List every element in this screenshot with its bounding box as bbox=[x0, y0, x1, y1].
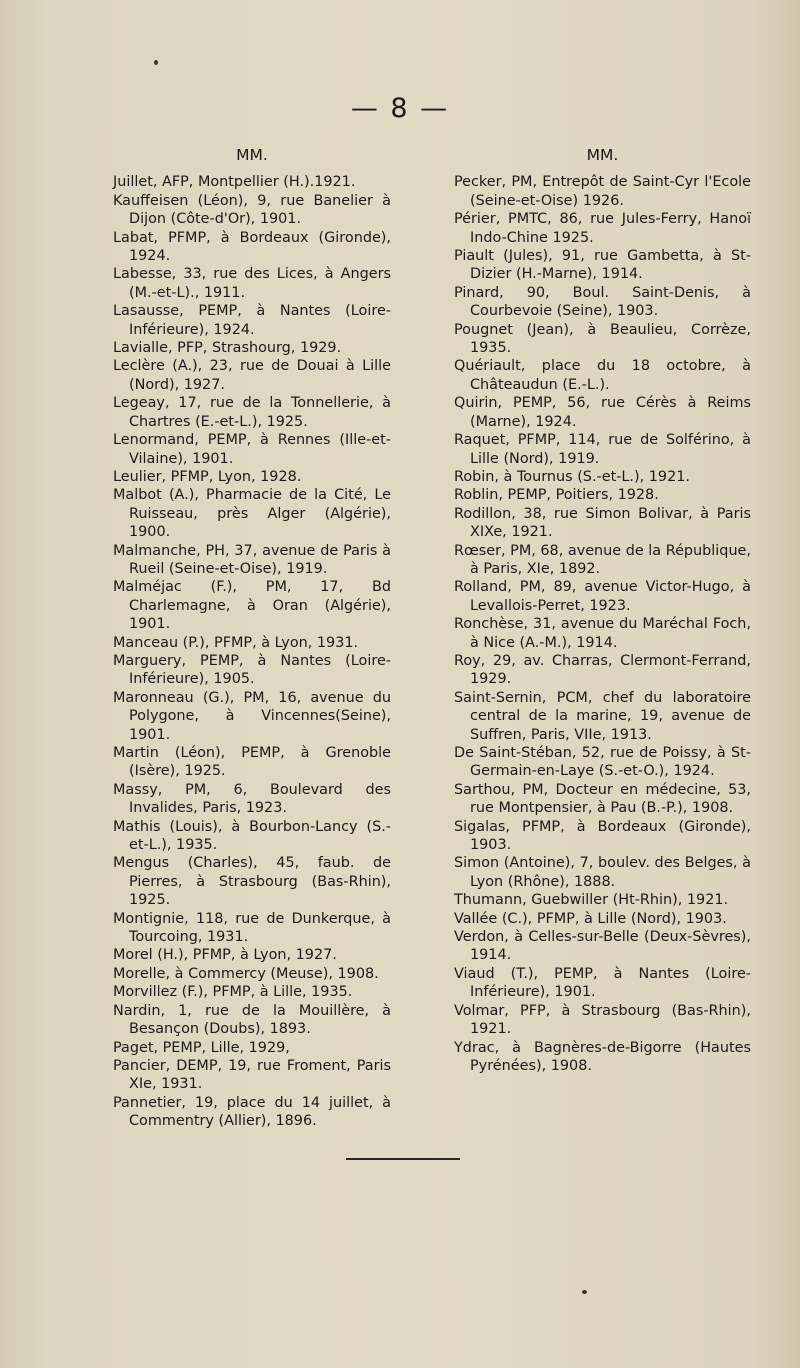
member-entry: Juillet, AFP, Montpellier (H.).1921. bbox=[113, 174, 356, 191]
member-entry: Malbot (A.), Pharmacie de la Cité, Le Ruisseau, près Alger (Algérie), 1900. bbox=[113, 487, 391, 541]
member-entry: Sigalas, PFMP, à Bordeaux (Gironde), 1903. bbox=[454, 818, 751, 854]
member-entry: Massy, PM, 6, Boulevard des Invalides, Paris, 1923. bbox=[113, 781, 391, 817]
member-entry: Thumann, Guebwiller (Ht-Rhin), 1921. bbox=[454, 892, 729, 909]
end-rule bbox=[346, 1158, 460, 1160]
member-entry: Simon (Antoine), 7, boulev. des Belges, à Lyon (Rhône), 1888. bbox=[454, 855, 751, 890]
member-entry: Piault (Jules), 91, rue Gambetta, à St-Dizier (H.-Marne), 1914. bbox=[454, 248, 751, 283]
member-entry: Paget, PEMP, Lille, 1929, bbox=[113, 1039, 290, 1056]
member-entry: Mengus (Charles), 45, faub. de Pierres, à Strasbourg (Bas-Rhin), 1925. bbox=[113, 855, 391, 909]
member-entry: Lenormand, PEMP, à Rennes (Ille-et-Vilaine), 1901. bbox=[113, 432, 391, 467]
member-entry: Pancier, DEMP, 19, rue Froment, Paris XIe, 1931. bbox=[113, 1057, 391, 1093]
member-entry: Viaud (T.), PEMP, à Nantes (Loire-Inférieure), 1901. bbox=[454, 965, 751, 1001]
right-entries-list bbox=[454, 173, 751, 1075]
member-entry: Labesse, 33, rue des Lices, à Angers (M.-et-L)., 1911. bbox=[113, 266, 391, 301]
member-entry: Robin, à Tournus (S.-et-L.), 1921. bbox=[454, 468, 690, 485]
ink-speck bbox=[582, 1290, 587, 1294]
ink-speck bbox=[154, 60, 158, 65]
member-entry: Marguery, PEMP, à Nantes (Loire-Inférieure), 1905. bbox=[113, 652, 391, 688]
member-entry: Rodillon, 38, rue Simon Bolivar, à Paris XIXe, 1921. bbox=[454, 505, 751, 541]
member-entry: Saint-Sernin, PCM, chef du laboratoire central de la marine, 19, avenue de Suffren, Paris, VIIe, 1913. bbox=[454, 689, 751, 743]
member-entry: Raquet, PFMP, 114, rue de Solférino, à Lille (Nord), 1919. bbox=[454, 432, 751, 467]
left-entries-list bbox=[113, 173, 391, 1130]
member-entry: Rolland, PM, 89, avenue Victor-Hugo, à Levallois-Perret, 1923. bbox=[454, 579, 751, 614]
member-entry: Pinard, 90, Boul. Saint-Denis, à Courbevoie (Seine), 1903. bbox=[454, 284, 751, 320]
member-entry: Martin (Léon), PEMP, à Grenoble (Isère), 1925. bbox=[113, 745, 391, 780]
left-column-heading: MM. bbox=[236, 146, 268, 164]
right-column bbox=[454, 146, 751, 1075]
page-number: — 8 — bbox=[350, 93, 450, 124]
member-entry: Roy, 29, av. Charras, Clermont-Ferrand, 1929. bbox=[454, 652, 751, 688]
member-entry: Pannetier, 19, place du 14 juillet, à Commentry (Allier), 1896. bbox=[113, 1094, 391, 1130]
member-entry: Périer, PMTC, 86, rue Jules-Ferry, Hanoï Indo-Chine 1925. bbox=[454, 211, 751, 246]
member-entry: Malmanche, PH, 37, avenue de Paris à Rueil (Seine-et-Oise), 1919. bbox=[113, 542, 391, 577]
member-entry: Pougnet (Jean), à Beaulieu, Corrèze, 1935. bbox=[454, 321, 751, 357]
member-entry: Kauffeisen (Léon), 9, rue Banelier à Dijon (Côte-d'Or), 1901. bbox=[113, 192, 391, 228]
member-entry: Rœser, PM, 68, avenue de la République, à Paris, XIe, 1892. bbox=[454, 542, 751, 577]
member-entry: Morvillez (F.), PFMP, à Lille, 1935. bbox=[113, 984, 353, 1001]
member-entry: Labat, PFMP, à Bordeaux (Gironde), 1924. bbox=[113, 229, 391, 265]
member-entry: Lasausse, PEMP, à Nantes (Loire-Inférieure), 1924. bbox=[113, 303, 391, 338]
member-entry: Sarthou, PM, Docteur en médecine, 53, rue Montpensier, à Pau (B.-P.), 1908. bbox=[454, 781, 751, 817]
member-entry: Leclère (A.), 23, rue de Douai à Lille (Nord), 1927. bbox=[113, 358, 391, 393]
member-entry: Morel (H.), PFMP, à Lyon, 1927. bbox=[113, 947, 337, 964]
member-entry: Quériault, place du 18 octobre, à Châteaudun (E.-L.). bbox=[454, 358, 751, 393]
member-entry: Nardin, 1, rue de la Mouillère, à Besançon (Doubs), 1893. bbox=[113, 1002, 391, 1038]
member-entry: Malméjac (F.), PM, 17, Bd Charlemagne, à Oran (Algérie), 1901. bbox=[113, 579, 391, 633]
member-entry: Ronchèse, 31, avenue du Maréchal Foch, à Nice (A.-M.), 1914. bbox=[454, 616, 751, 651]
member-entry: Maronneau (G.), PM, 16, avenue du Polygone, à Vincennes(Seine), 1901. bbox=[113, 689, 391, 743]
member-entry: Quirin, PEMP, 56, rue Cérès à Reims (Marne), 1924. bbox=[454, 395, 751, 430]
member-entry: Ydrac, à Bagnères-de-Bigorre (Hautes Pyrénées), 1908. bbox=[454, 1039, 751, 1074]
member-entry: Legeay, 17, rue de la Tonnellerie, à Chartres (E.-et-L.), 1925. bbox=[113, 395, 391, 430]
member-entry: Lavialle, PFP, Strashourg, 1929. bbox=[113, 340, 342, 357]
right-column-heading: MM. bbox=[586, 146, 619, 164]
member-entry: De Saint-Stéban, 52, rue de Poissy, à St-Germain-en-Laye (S.-et-O.), 1924. bbox=[454, 745, 751, 780]
member-entry: Pecker, PM, Entrepôt de Saint-Cyr l'Ecole (Seine-et-Oise) 1926. bbox=[454, 174, 751, 209]
member-entry: Leulier, PFMP, Lyon, 1928. bbox=[113, 468, 302, 485]
member-entry: Volmar, PFP, à Strasbourg (Bas-Rhin), 1921. bbox=[454, 1002, 751, 1038]
member-entry: Vallée (C.), PFMP, à Lille (Nord), 1903. bbox=[454, 910, 727, 927]
left-column bbox=[113, 146, 391, 1131]
member-entry: Mathis (Louis), à Bourbon-Lancy (S.-et-L.), 1935. bbox=[113, 818, 391, 854]
member-entry: Verdon, à Celles-sur-Belle (Deux-Sèvres), 1914. bbox=[454, 929, 751, 964]
member-entry: Morelle, à Commercy (Meuse), 1908. bbox=[113, 965, 379, 982]
member-entry: Manceau (P.), PFMP, à Lyon, 1931. bbox=[113, 634, 359, 651]
member-entry: Roblin, PEMP, Poitiers, 1928. bbox=[454, 487, 659, 504]
member-entry: Montignie, 118, rue de Dunkerque, à Tourcoing, 1931. bbox=[113, 910, 391, 946]
